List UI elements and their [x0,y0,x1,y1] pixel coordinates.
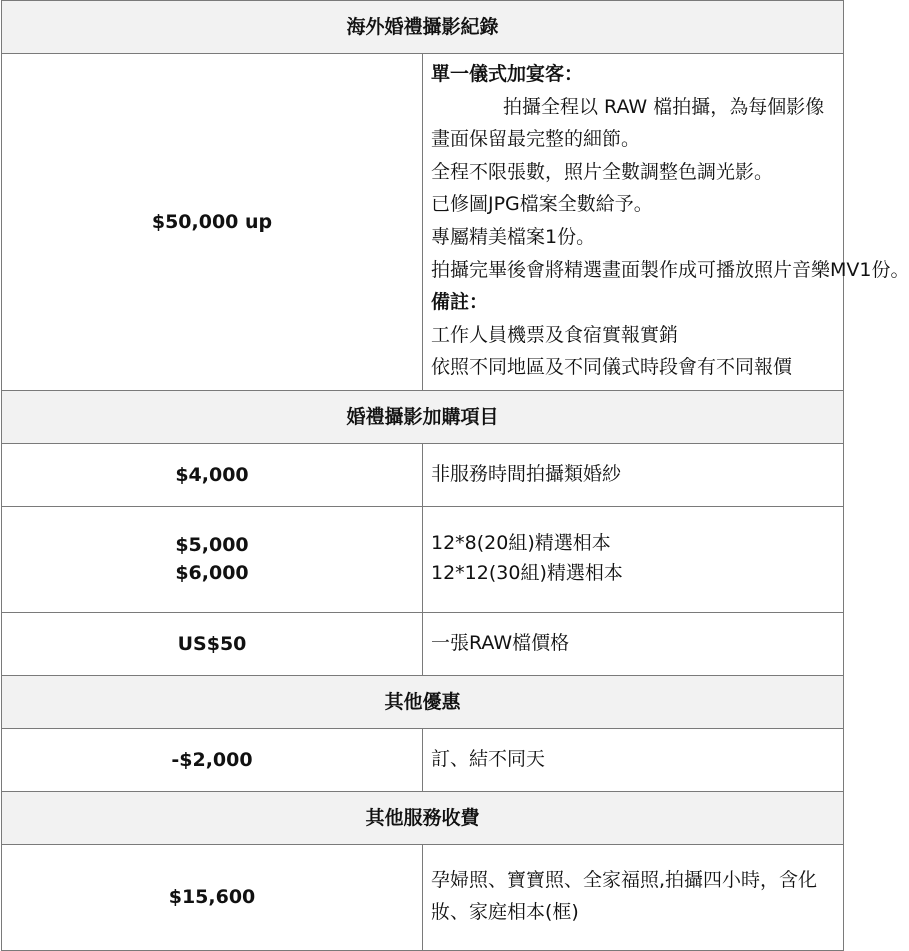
pricing-table [1,0,909,951]
addon-description [423,443,844,506]
section-header-row [2,675,844,728]
addon-item: 一張RAW檔價格 [431,631,570,654]
addon-price [2,443,423,506]
package-description [423,54,909,391]
package-line-raw: 拍攝全程以 RAW 檔拍攝，為每個影像畫面保留最完整的細節。 [431,95,825,151]
price-value: -$2,000 [171,748,253,771]
package-row [2,54,844,391]
addon-description [423,506,844,612]
addon-item: 12*12(30組)精選相本 [431,562,623,585]
note-line-travel: 工作人員機票及食宿實報實銷 [431,323,679,346]
section-title-addons: 婚禮攝影加購項目 [2,390,844,443]
section-title-discounts: 其他優惠 [2,675,844,728]
package-line-mv: 拍攝完畢後會將精選畫面製作成可播放照片音樂MV1份。 [431,258,909,281]
price-value: $15,600 [168,886,256,909]
service-row [2,844,844,950]
discount-item: 訂、結不同天 [431,747,546,770]
price-value: US$50 [177,632,247,655]
package-line-unlimited: 全程不限張數，照片全數調整色調光影。 [431,160,774,183]
addon-item: 12*8(20組)精選相本 [431,532,611,555]
package-line-jpg: 已修圖JPG檔案全數給予。 [431,193,653,216]
discount-description [423,728,844,791]
discount-price [2,728,423,791]
package-subtitle: 單一儀式加宴客： [431,63,584,85]
addon-price [2,506,423,612]
package-line-file: 專屬精美檔案1份。 [431,225,596,248]
discount-row [2,728,844,791]
addon-row [2,443,844,506]
service-price [2,844,423,950]
addon-item: 非服務時間拍攝類婚紗 [431,462,622,485]
section-header-row [2,390,844,443]
section-title-overseas: 海外婚禮攝影紀錄 [2,1,844,54]
section-header-row [2,1,844,54]
addon-description [423,612,844,675]
section-title-services: 其他服務收費 [2,791,844,844]
package-price: $50,000 up [2,54,423,391]
section-header-row [2,791,844,844]
price-value: $5,000 [175,534,249,557]
price-value: $4,000 [175,463,249,486]
addon-row [2,612,844,675]
service-description [423,844,844,950]
note-line-quote: 依照不同地區及不同儀式時段會有不同報價 [431,356,793,379]
price-value: $6,000 [175,562,249,585]
addon-row [2,506,844,612]
addon-price [2,612,423,675]
note-label: 備註： [431,291,489,314]
service-item: 孕婦照、寶寶照、全家福照,拍攝四小時，含化妝、家庭相本(框) [431,869,818,924]
